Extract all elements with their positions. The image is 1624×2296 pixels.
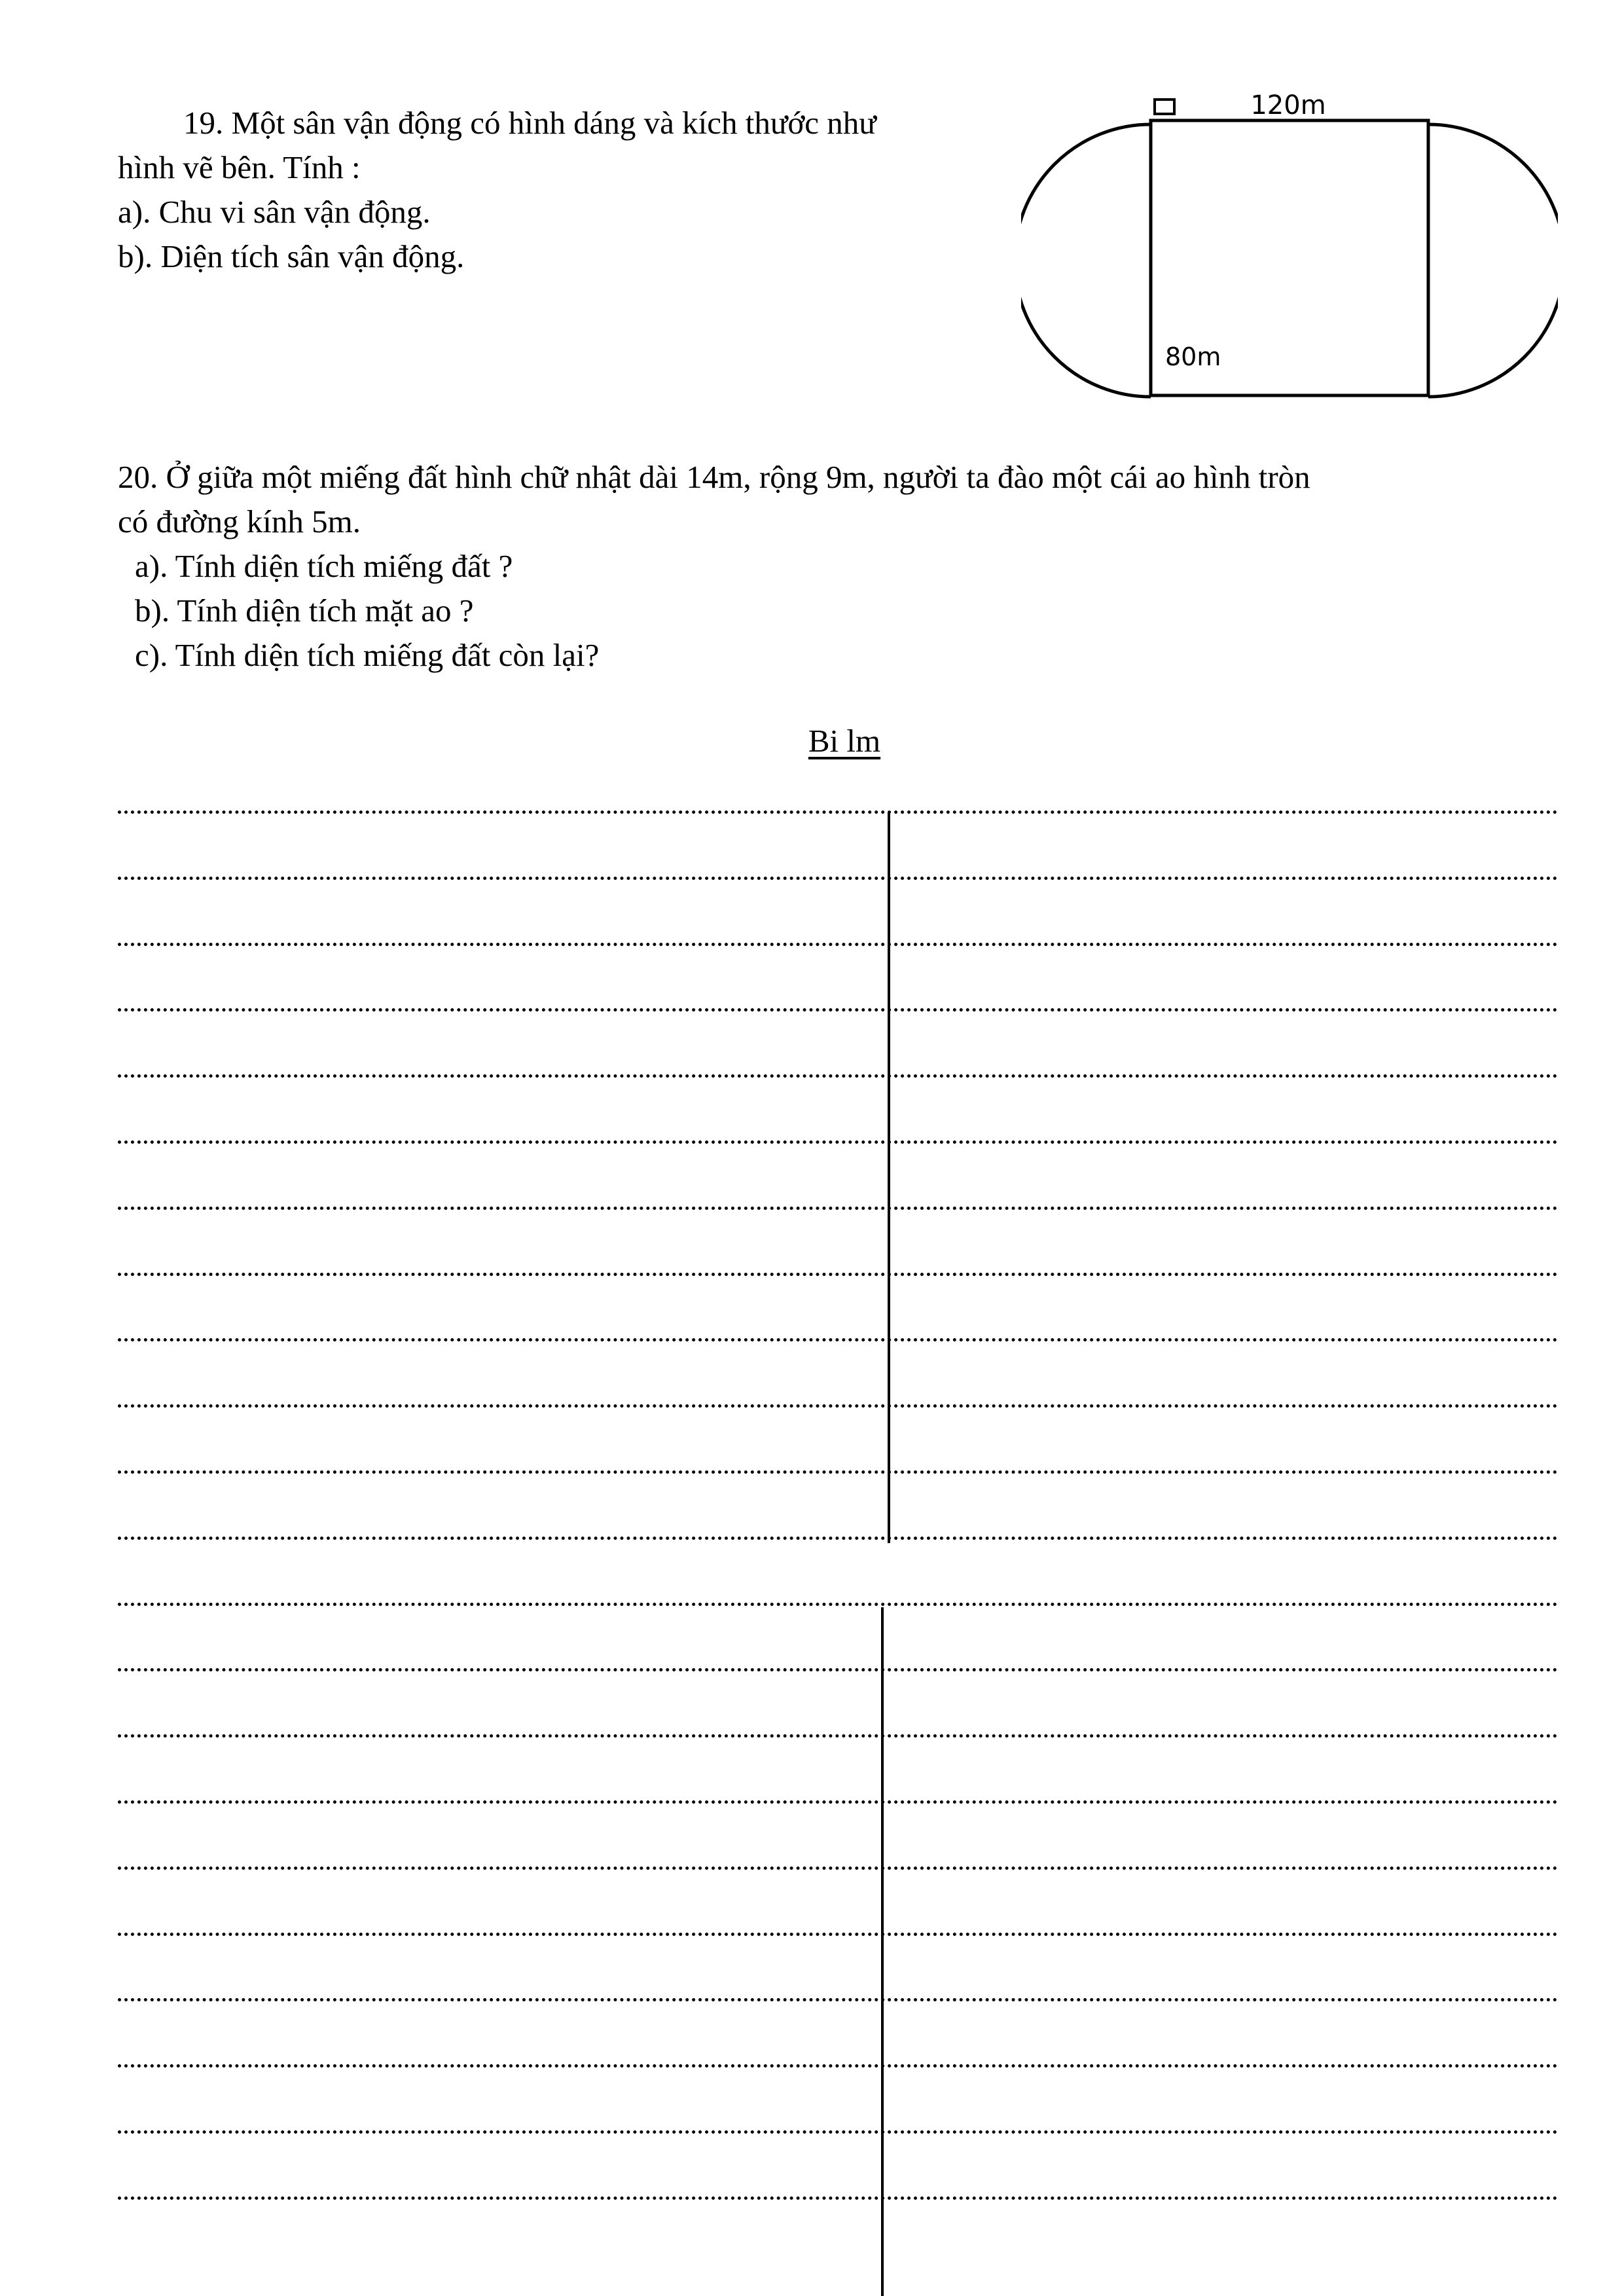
problem-19-part-b: b). Diện tích sân vận động. <box>118 238 465 274</box>
problem-20-part-c: c). Tính diện tích miếng đất còn lại? <box>135 637 600 673</box>
answer-line <box>118 1867 1558 1870</box>
problem-20-part-a: a). Tính diện tích miếng đất ? <box>135 548 513 584</box>
problem-19-line-1: 19. Một sân vận động có hình dáng và kích thước như <box>183 105 876 141</box>
column-divider-bottom <box>881 1607 884 2296</box>
length-label: 120m <box>1250 92 1326 120</box>
answer-heading: Bi lm <box>808 723 881 759</box>
answer-line <box>118 1470 1558 1474</box>
answer-line <box>118 1074 1558 1078</box>
answer-line <box>118 2130 1558 2134</box>
problem-19-part-a: a). Chu vi sân vận động. <box>118 194 431 230</box>
answer-line <box>118 1800 1558 1804</box>
answer-line <box>118 1140 1558 1144</box>
answer-line <box>118 2064 1558 2068</box>
answer-line <box>118 1933 1558 1936</box>
answer-line <box>118 877 1558 880</box>
answer-line <box>118 2196 1558 2200</box>
problem-20-part-b: b). Tính diện tích mặt ao ? <box>135 592 474 629</box>
answer-line <box>118 1998 1558 2001</box>
answer-line <box>118 1273 1558 1276</box>
answer-line <box>118 943 1558 946</box>
answer-line <box>118 1404 1558 1408</box>
answer-line <box>118 1338 1558 1341</box>
answer-line <box>118 1603 1558 1606</box>
answer-line <box>118 1537 1558 1540</box>
problem-20-line-2: có đường kính 5m. <box>118 503 361 539</box>
column-divider-top <box>888 812 890 1543</box>
problem-20-line-1: 20. Ở giữa một miếng đất hình chữ nhật dài 14m, rộng 9m, người ta đào một cái ao hình tròn <box>118 459 1310 495</box>
answer-line <box>118 1734 1558 1738</box>
answer-line <box>118 1668 1558 1671</box>
answer-line <box>118 1008 1558 1011</box>
answer-line <box>118 1207 1558 1210</box>
answer-line <box>118 811 1558 814</box>
problem-19-line-2: hình vẽ bên. Tính : <box>118 149 361 185</box>
width-label: 80m <box>1165 342 1221 371</box>
